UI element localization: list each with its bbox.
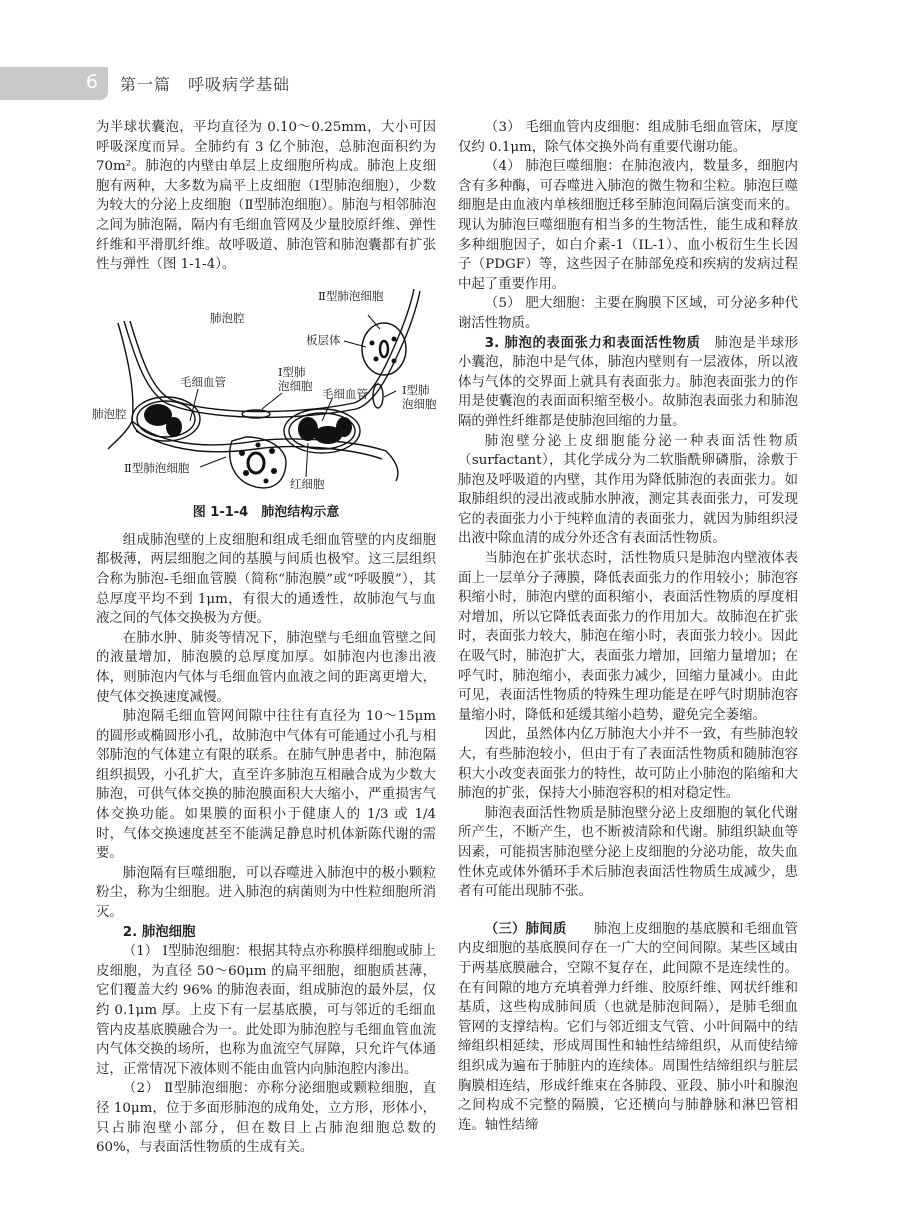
label-type2-cell-bottom: Ⅱ型肺泡细胞 (124, 460, 190, 475)
paragraph: （4） 肺泡巨噬细胞：在肺泡液内，数量多，细胞内含有多种酶，可吞噬进入肺泡的微生物和尘粒。肺泡巨噬细胞是由血液内单核细胞迁移至肺泡间隔后演变而来的。现认为肺泡巨噬细胞有相当多的生物活性，能生成和释放多种细胞因子，如白介素-1（IL-1）、血小板衍生生长因子（PDGF）等，这些因子在肺部免疫和疾病的发病过程中起了重要作用。 (458, 159, 798, 292)
paragraph: 肺泡隔有巨噬细胞，可以吞噬进入肺泡中的极小颗粒粉尘，称为尘细胞。进入肺泡的病菌则为中性粒细胞所消灭。 (96, 865, 436, 921)
paragraph: 为半球状囊泡，平均直径为 0.10～0.25mm，大小可因呼吸深度而异。全肺约有 3 亿个肺泡，总肺泡面积约为 70m²。肺泡的内壁由单层上皮细胞所构成。肺泡上皮细胞有两种，大多数为扁平上皮细胞（Ⅰ型肺泡细胞），少数为较大的分泌上皮细胞（Ⅱ型肺泡细胞）。肺泡与相邻肺泡之间为肺泡隔，隔内有毛细血管网及少量胶原纤维、弹性纤维和平滑肌纤维。故呼吸道、肺泡管和肺泡囊都有扩张性与弹性（图 1-1-4）。 (96, 120, 436, 273)
figure-alveolar-structure (92, 281, 437, 521)
lamellar-body (370, 340, 375, 345)
label-type1-mid-2: 泡细胞 (278, 378, 313, 393)
figure-caption: 图 1-1-4 肺泡结构示意 (192, 504, 340, 520)
page-number: 6 (85, 71, 98, 93)
label-red-blood-cell: 红细胞 (290, 476, 325, 491)
section-heading: 3. 肺泡的表面张力和表面活性物质 (484, 335, 701, 351)
paragraph: 当肺泡在扩张状态时，活性物质只是肺泡内壁液体表面上一层单分子薄膜，降低表面张力的作用较小；肺泡容积缩小时，肺泡内壁的面积缩小，表面活性物质的厚度相对增加，所以它降低表面张力的作用加大。故肺泡在扩张时，表面张力较大，肺泡在缩小时，表面张力较小。因此在吸气时，肺泡扩大，表面张力增加，回缩力量增加；在呼气时，肺泡缩小，表面张力减少，回缩力量减小。由此可见，表面活性物质的特殊生理功能是在呼气时期肺泡容量缩小时，降低和延缓其缩小趋势，避免完全萎缩。 (458, 551, 798, 723)
label-type1-right-1: Ⅰ型肺 (402, 382, 430, 397)
arrow-type2-bottom (200, 457, 226, 467)
paragraph: （5） 肥大细胞：主要在胸膜下区域，可分泌多种代谢活性物质。 (458, 296, 798, 331)
alveolar-wall-left (108, 323, 133, 449)
paragraph: （1） Ⅰ型肺泡细胞：根据其特点亦称膜样细胞或肺上皮细胞，为直径 50～60μm 的扁平细胞，细胞质甚薄，它们覆盖大约 96% 的肺泡表面，组成肺泡的最外层，仅约 0.1μm 厚。上皮下有一层基底膜，可与邻近的毛细血管内皮基底膜融合为一。此处即为肺泡腔与毛细血管血流内气体交换的场所，也称为血流空气屏障，只允许气体通过，正常情况下液体则不能由血管内向肺泡腔内渗出。 (96, 944, 436, 1077)
section-heading: 2. 肺泡细胞 (122, 924, 196, 940)
paragraph (458, 920, 798, 1136)
arrow-type1-mid (262, 393, 282, 409)
label-type2-cell-top: Ⅱ型肺泡细胞 (318, 288, 384, 303)
label-capillary-right: 毛细血管 (322, 386, 368, 401)
arrow-type2-top (368, 315, 380, 329)
paragraph: 肺泡表面活性物质是肺泡壁分泌上皮细胞的氧化代谢所产生，不断产生，也不断被清除和代谢。肺组织缺血等因素，可能损害肺泡壁分泌上皮细胞的分泌功能，故失血性休克或体外循环手术后肺泡表面活性物质生成减少，患者有可能出现肺不张。 (458, 805, 798, 900)
paragraph-text: 肺泡上皮细胞的基底膜和毛细血管内皮细胞的基底膜间存在一广大的空间间隙。某些区域由于两基底膜融合，空隙不复存在，此间隙不是连续性的。在有间隙的地方充填着弹力纤维、胶原纤维、网状纤维和基质，这些构成肺间质（也就是肺泡间隔），是肺毛细血管网的支撑结构。它们与邻近细支气管、小叶间隔中的结缔组织相延续，形成周围性和轴性结缔组织，从而使结缔组织成为遍布于肺脏内的连续体。周围性结缔组织与脏层胸膜相连结，形成纤维束在各肺段、亚段、肺小叶和腺泡之间构成不完整的隔膜，它还横向与肺静脉和淋巴管相连。轴性结缔 (458, 921, 799, 1133)
paragraph: （3） 毛细血管内皮细胞：组成肺毛细血管床，厚度仅约 0.1μm，除气体交换外尚有重要代谢功能。 (458, 120, 798, 155)
paragraph: 在肺水肿、肺炎等情况下，肺泡壁与毛细血管壁之间的液量增加，肺泡膜的总厚度加厚。如肺泡内也渗出液体，则肺泡内气体与毛细血管内血液之间的距离更增大，使气体交换速度减慢。 (96, 630, 436, 705)
label-lamellar-body: 板层体 (306, 332, 341, 347)
running-header-title: 第一篇 呼吸病学基础 (120, 75, 291, 94)
arrow-type1-right (384, 391, 396, 397)
label-alveolar-cavity-left: 肺泡腔 (92, 406, 127, 421)
paragraph: （2） Ⅱ型肺泡细胞：亦称分泌细胞或颗粒细胞，直径 10μm，位于多面形肺泡的成角处，立方形，形体小，只占肺泡壁小部分，但在数目上占肺泡细胞总数的 60%，与表面活性物质的生成有关。 (96, 1081, 436, 1156)
paragraph: 肺泡隔毛细血管网间隙中往往有直径为 10～15μm 的圆形或椭圆形小孔，故肺泡中气体有可能通过小孔与相邻肺泡的气体建立有限的联系。在肺气肿患者中，肺泡隔组织损毁，小孔扩大，直至许多肺泡互相融合成为少数大肺泡，可供气体交换的肺泡膜面积大大缩小，严重损害气体交换功能。如果膜的面积小于健康人的 1/3 或 1/4 时，气体交换速度甚至不能满足静息时机体新陈代谢的需要。 (96, 709, 436, 862)
paragraph-text: 肺泡是半球形小囊泡，肺泡中是气体，肺泡内壁则有一层液体，所以液体与气体的交界面上就具有表面张力。肺泡表面张力的作用是使囊泡的表面面积缩至极小。故肺泡表面张力和肺泡隔的弹性纤维都是使肺泡回缩的力量。 (458, 335, 798, 429)
label-type1-right-2: 泡细胞 (402, 396, 437, 411)
paragraph: 肺泡壁分泌上皮细胞能分泌一种表面活性物质（surfactant），其化学成分为二软脂酰卵磷脂，涂敷于肺泡及呼吸道的内壁，其作用为降低肺泡的表面张力。如取肺组织的浸出液或肺水肿液，测定其表面张力，可发现它的表面张力小于纯粹血清的表面张力，就因为肺组织浸出液中除血清的成分外还含有表面活性物质。 (458, 433, 798, 547)
label-alveolar-cavity-top: 肺泡腔 (210, 310, 245, 325)
paragraph: 组成肺泡壁的上皮细胞和组成毛细血管壁的内皮细胞都极薄，两层细胞之间的基膜与间质也极窄。这三层组织合称为肺泡-毛细血管膜（简称“肺泡膜”或“呼吸膜”），其总厚度平均不到 1μm，有很大的通透性，故肺泡气与血液之间的气体交换极为方便。 (96, 532, 436, 627)
label-type1-mid-1: Ⅰ型肺 (278, 364, 306, 379)
arrow-red-blood-cell (306, 443, 308, 477)
page-number-tab (0, 67, 108, 100)
label-capillary-left: 毛细血管 (180, 374, 226, 389)
right-column (458, 118, 798, 1135)
paragraph (458, 334, 798, 432)
section-heading-lung-interstitium: （三）肺间质 (484, 921, 567, 937)
paragraph: 因此，虽然体内亿万肺泡大小并不一致，有些肺泡较大，有些肺泡较小，但由于有了表面活性物质和随肺泡容积大小改变表面张力的特性，故可防止小肺泡的陷缩和大肺泡的扩张，保持大小肺泡容积的相对稳定性。 (458, 727, 798, 802)
left-column (92, 118, 437, 1158)
